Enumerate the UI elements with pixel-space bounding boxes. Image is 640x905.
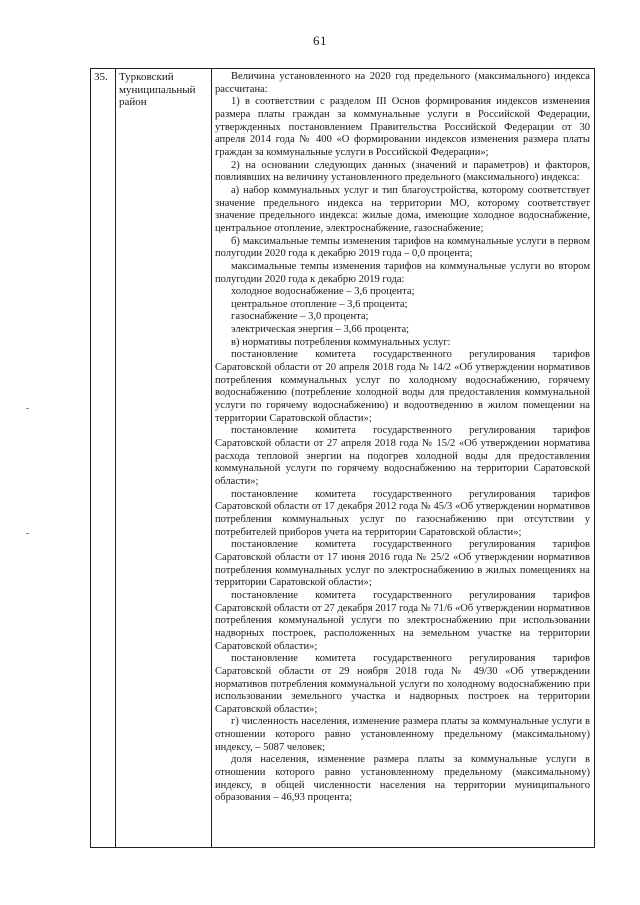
paragraph: электрическая энергия – 3,66 процента; bbox=[231, 324, 410, 336]
paragraph: постановление комитета государственного регулирования тарифов Саратовской области от 29 ноября 2018 года № 49/30 «Об утверждении нормативов потребления коммунальной услуги по холодному водоснабжению при использовании земельного участка и надворных построек на территории Саратовской области»; bbox=[215, 653, 590, 715]
row-number: 35. bbox=[91, 69, 116, 847]
page-number: 61 bbox=[313, 33, 327, 48]
paragraph: б) максимальные темпы изменения тарифов на коммунальные услуги в первом полугодии 2020 года к декабрю 2019 года – 0,0 процента; bbox=[215, 235, 590, 260]
paragraph: постановление комитета государственного регулирования тарифов Саратовской области от 17 июня 2016 года № 25/2 «Об утверждении нормативов потребления коммунальных услуг по электроснабжению в жилых помещениях на территории Саратовской области»; bbox=[215, 539, 590, 589]
paragraph: постановление комитета государственного регулирования тарифов Саратовской области от 27 декабря 2017 года № 71/6 «Об утверждении нормативов потребления коммунальной услуги по электроснабжению при использовании надворных построек, расположенных на земельном участке на территории Саратовской области»; bbox=[215, 589, 590, 652]
paragraph: холодное водоснабжение – 3,6 процента; bbox=[231, 286, 415, 298]
paragraph: постановление комитета государственного регулирования тарифов Саратовской области от 17 декабря 2012 года № 45/3 «Об утверждении нормативов потребления коммунальных услуг по газоснабжению при отсутствии у потребителей приборов учета на территории Саратовской области»; bbox=[215, 488, 590, 538]
paragraph: доля населения, изменение размера платы за коммунальные услуги в отношении которого равно установленному предельному (максимальному) индексу, в общей численности населения на территории муниципального образования – 46,93 процента; bbox=[215, 754, 590, 804]
paragraph: газоснабжение – 3,0 процента; bbox=[231, 311, 369, 323]
paragraph: постановление комитета государственного регулирования тарифов Саратовской области от 20 апреля 2018 года № 14/2 «Об утверждении нормативов потребления коммунальных услуг по холодному водоснабжению, горячему водоснабжению (потребление холодной воды для предоставления коммунальной услуги по горячему водоснабжению) и водоотведению в жилом помещении на территории Саратовской области»; bbox=[215, 349, 590, 424]
paragraph: а) набор коммунальных услуг и тип благоустройства, которому соответствует значение предельного индекса на территории МО, которому соответствует значение предельного индекса: жилые дома, имеющие холодное водоснабжение, центральное отопление, электроснабжение, газоснабжение; bbox=[215, 184, 590, 234]
paragraph: Величина установленного на 2020 год предельного (максимального) индекса рассчитана: bbox=[215, 71, 590, 95]
paragraph: постановление комитета государственного регулирования тарифов Саратовской области от 27 апреля 2018 года № 15/2 «Об утверждении норматива расхода тепловой энергии на подогрев холодной воды для предоставления коммунальной услуги по горячему водоснабжению на территории Саратовской области»; bbox=[215, 425, 590, 487]
paragraph: г) численность населения, изменение размера платы за коммунальные услуги в отношении которого равно установленному предельному (максимальному) индексу, – 5087 человек; bbox=[215, 716, 590, 753]
margin-mark bbox=[26, 533, 29, 534]
paragraph: в) нормативы потребления коммунальных услуг: bbox=[231, 336, 451, 348]
margin-mark bbox=[26, 408, 29, 409]
index-table bbox=[90, 68, 595, 848]
paragraph: 2) на основании следующих данных (значений и параметров) и факторов, повлиявших на величину установленного предельного (максимального) индекса: bbox=[215, 159, 590, 184]
paragraph: центральное отопление – 3,6 процента; bbox=[231, 298, 408, 310]
row-description bbox=[212, 69, 594, 847]
paragraph: максимальные темпы изменения тарифов на коммунальные услуги во втором полугодии 2020 года к декабрю 2019 года: bbox=[215, 260, 590, 285]
district-name: Турковский муниципальный район bbox=[116, 69, 212, 847]
paragraph: 1) в соответствии с разделом III Основ формирования индексов изменения размера платы граждан за коммунальные услуги в Российской Федерации, утвержденных постановлением Правительства Российской Федерации от 30 апреля 2014 года № 400 «О формировании индексов изменения размера платы граждан за коммунальные услуги в Российской Федерации»; bbox=[215, 96, 590, 158]
